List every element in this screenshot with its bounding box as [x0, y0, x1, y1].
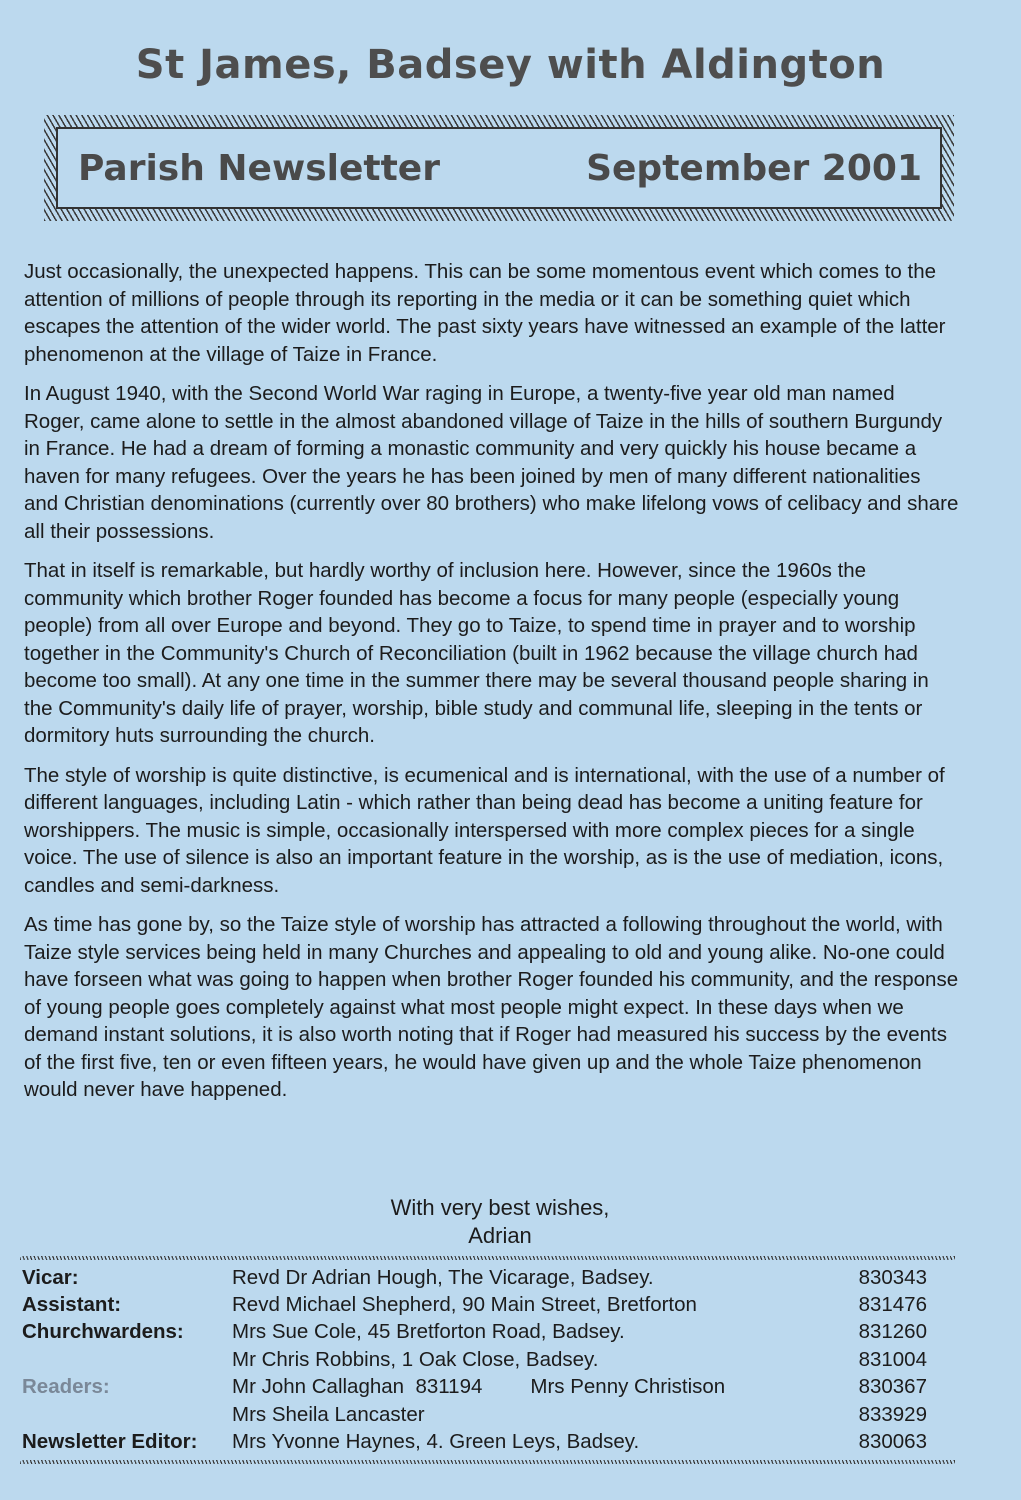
signoff	[0, 1194, 1000, 1250]
contact-role: Assistant:	[22, 1293, 122, 1317]
newsletter-banner	[44, 115, 954, 221]
paragraph: In August 1940, with the Second World War raging in Europe, a twenty-five year old man named Roger, came alone to settle in the almost abandoned village of Taize in the hills of southern Burgundy in France. He had a dream of forming a monastic community and very quickly his house became a haven for many refugees. Over the years he has been joined by men of many different nationalities and Christian denominations (currently over 80 brothers) who make lifelong vows of celibacy and share all their possessions.	[24, 382, 959, 543]
page-title: St James, Badsey with Aldington	[135, 42, 886, 88]
contact-name: Mr Chris Robbins, 1 Oak Close, Badsey.	[232, 1347, 599, 1371]
contact-name: Mr John Callaghan	[232, 1375, 405, 1399]
contact-phone: 831004	[858, 1347, 927, 1371]
contact-name: Revd Michael Shepherd, 90 Main Street, Bretforton	[232, 1293, 697, 1317]
contact-role: Readers:	[22, 1375, 110, 1399]
paragraph: That in itself is remarkable, but hardly worthy of inclusion here. However, since the 1960s the community which brother Roger founded has become a focus for many people (especially young people) from all over Europe and beyond. They go to Taize, to spend time in prayer and to worship together in the Community's Church of Reconciliation (built in 1962 because the village church had become too small). At any one time in the summer there may be several thousand people sharing in the Community's daily life of prayer, worship, bible study and communal life, sleeping in the tents or dormitory huts surrounding the church.	[24, 559, 929, 747]
banner-frame	[56, 127, 942, 209]
contact-role: Churchwardens:	[22, 1320, 184, 1344]
paragraph: The style of worship is quite distinctive, is ecumenical and is international, with the use of a number of different languages, including Latin - which rather than being dead has become a uniting feature for worshippers. The music is simple, occasionally interspersed with more complex pieces for a single voice. The use of silence is also an important feature in the worship, as is the use of mediation, icons, candles and semi-darkness.	[24, 763, 945, 897]
contact-row	[22, 1346, 957, 1373]
contact-role: Vicar:	[22, 1265, 79, 1289]
contact-role: Newsletter Editor:	[22, 1430, 198, 1454]
contact-phone: 830063	[858, 1430, 927, 1454]
contact-name: Mrs Sue Cole, 45 Bretforton Road, Badsey.	[232, 1320, 625, 1344]
contact-name: Mrs Penny Christison	[530, 1375, 726, 1399]
contact-row	[22, 1291, 957, 1318]
contact-row	[22, 1374, 957, 1401]
contact-phone: 831260	[858, 1320, 927, 1344]
divider	[20, 1256, 955, 1260]
contact-name: Revd Dr Adrian Hough, The Vicarage, Badsey.	[232, 1265, 654, 1289]
signature: Adrian	[468, 1223, 532, 1248]
contacts-table	[22, 1264, 957, 1456]
contact-phone: 833929	[858, 1402, 927, 1426]
contact-row	[22, 1401, 957, 1428]
contact-row	[22, 1319, 957, 1346]
letter-body	[24, 258, 959, 1116]
contact-name: Mrs Yvonne Haynes, 4. Green Leys, Badsey.	[232, 1430, 640, 1454]
contact-phone: 830367	[858, 1375, 927, 1399]
issue-date: September 2001	[586, 147, 922, 189]
contact-name: Mrs Sheila Lancaster	[232, 1402, 425, 1426]
contact-phone: 831194	[415, 1375, 483, 1399]
paragraph: As time has gone by, so the Taize style of worship has attracted a following throughout the world, with Taize style services being held in many Churches and appealing to old and young alike. No-one could have forseen what was going to happen when brother Roger founded his community, and the response of young people goes completely against what most people might expect. In these days when we demand instant solutions, it is also worth noting that if Roger had measured his success by the events of the first five, ten or even fifteen years, he would have given up and the whole Taize phenomenon would never have happened.	[24, 913, 959, 1101]
contact-row	[22, 1428, 957, 1455]
signoff-line: With very best wishes,	[390, 1195, 610, 1220]
newsletter-name: Parish Newsletter	[78, 147, 440, 189]
contact-phone: 830343	[858, 1265, 927, 1289]
contact-row	[22, 1264, 957, 1291]
contact-phone: 831476	[858, 1293, 927, 1317]
divider	[20, 1460, 955, 1464]
paragraph: Just occasionally, the unexpected happens. This can be some momentous event which comes to the attention of millions of people through its reporting in the media or it can be something quiet which escapes the attention of the wider world. The past sixty years have witnessed an example of the latter phenomenon at the village of Taize in France.	[24, 260, 946, 366]
